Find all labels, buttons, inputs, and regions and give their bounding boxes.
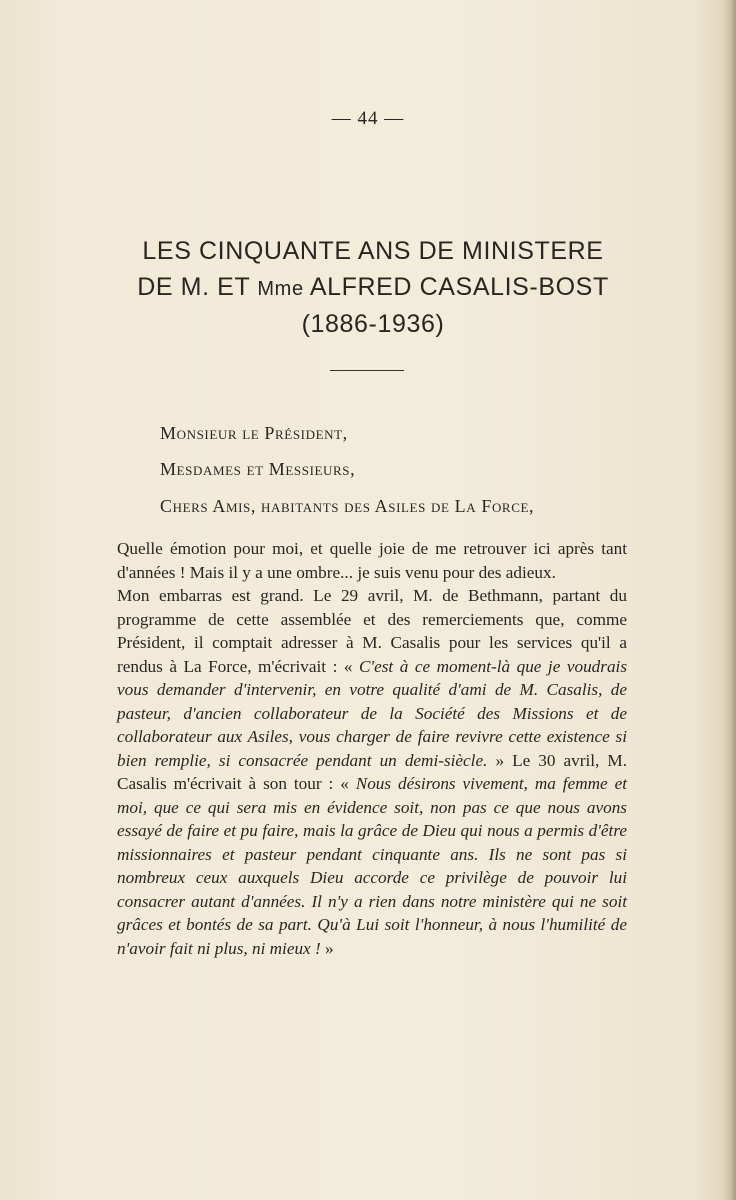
title-line-2 — [0, 273, 736, 302]
salutation-line-2: Mesdames et Messieurs, — [160, 459, 356, 479]
paragraph-2 — [117, 584, 627, 960]
body-text — [117, 537, 627, 960]
page-number: — 44 — — [331, 108, 405, 129]
paragraph-2-middle: » Le 30 avril, M. Casalis m'écrivait à son tour : « — [117, 750, 627, 793]
title-line-2-mme: Mme — [257, 278, 304, 300]
title-line-1: LES CINQUANTE ANS DE MINISTERE — [142, 237, 604, 265]
title-divider — [330, 370, 404, 371]
quote-bethmann: C'est à ce moment-là que je voudrais vous demander d'intervenir, en votre qualité d'ami de M. Casalis, de pasteur, d'ancien collaborateur de la Société des Missions et de collaborateur aux Asiles, vous charger de faire revivre cette existence si bien remplie, si consacrée pendant un demi-siècle. — [117, 656, 628, 770]
quote-casalis: Nous désirons vivement, ma femme et moi, que ce qui sera mis en évidence soit, non pas ce que nous avons essayé de faire et pu faire, mais la grâce de Dieu qui nous a permis d'être missionnaires et pasteur pendant cinquante ans. Ils ne sont pas si nombreux ceux auxquels Dieu accorde ce privilège de pouvoir lui consacrer autant d'années. Il n'y a rien dans notre ministère qui ne soit grâces et bontés de sa part. Qu'à Lui soit l'honneur, à nous l'humilité de n'avoir fait ni plus, ni mieux ! — [117, 774, 627, 958]
salutation-line-3: Chers Amis, habitants des Asiles de La Force, — [160, 496, 535, 516]
title-line-2-suffix: ALFRED CASALIS-BOST — [303, 273, 609, 301]
salutation-line-1: Monsieur le Président, — [160, 423, 348, 443]
title-dates: (1886-1936) — [301, 310, 445, 338]
title-line-2-prefix: DE M. ET — [137, 273, 258, 301]
paragraph-2-end: » — [320, 938, 334, 958]
page-edge-shadow — [722, 0, 736, 1200]
paragraph-2-start: Mon embarras est grand. Le 29 avril, M. de Bethmann, partant du programme de cette assemblée et des remerciements que, comme Président, il comptait adresser à M. Casalis pour les services qu'il a rendus à La Force, m'écrivait : « — [117, 586, 627, 676]
paragraph-1: Quelle émotion pour moi, et quelle joie de me retrouver ici après tant d'années ! Mais il y a une ombre... je suis venu pour des adieux. — [117, 539, 627, 582]
